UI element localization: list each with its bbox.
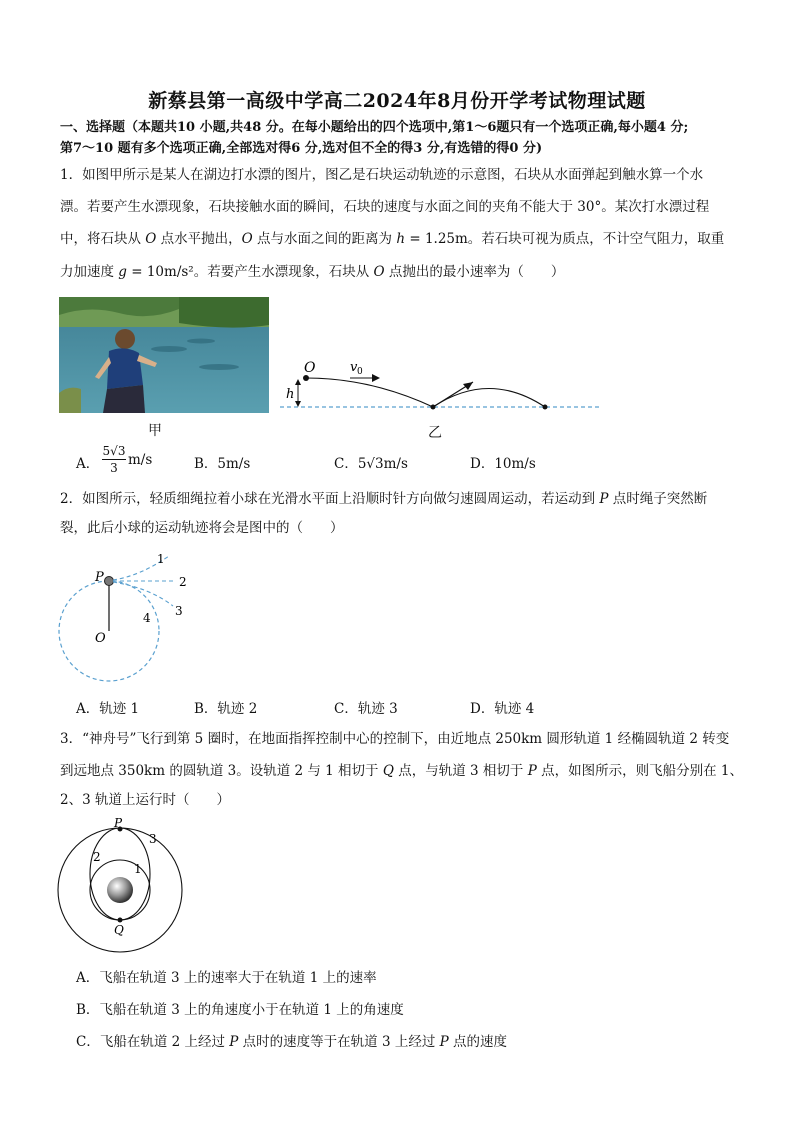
arrowhead-icon xyxy=(295,401,301,407)
page-title: 新蔡县第一高级中学高二2024年8月份开学考试物理试题 xyxy=(148,90,646,112)
label-v0: v xyxy=(350,360,358,375)
orbit-diagram xyxy=(52,816,192,956)
label-1: 1 xyxy=(134,862,142,876)
caption-yi: 乙 xyxy=(428,425,442,441)
label-2: 2 xyxy=(179,575,187,589)
label-3: 3 xyxy=(175,604,183,618)
section-instructions-line1: 一、选择题（本题共10 小题,共48 分。在每小题给出的四个选项中,第1～6题只有一个选项正确,每小题4 分; xyxy=(60,120,689,135)
stone-trajectory-diagram xyxy=(276,352,606,422)
q1-line1: 1．如图甲所示是某人在湖边打水漂的图片，图乙是石块运动轨迹的示意图，石块从水面弹起到触水算一个水 xyxy=(60,167,704,183)
arrowhead-icon xyxy=(463,382,473,390)
q2-option-c[interactable]: C．轨迹 3 xyxy=(334,701,398,717)
earth xyxy=(107,877,133,903)
q3-line1: 3．“神舟号”飞行到第 5 圈时，在地面指挥控制中心的控制下，由近地点 250km 圆形轨道 1 经椭圆轨道 2 转变 xyxy=(60,731,730,747)
second-contact-point xyxy=(543,405,548,410)
q3-line2: 到远地点 350km 的圆轨道 3。设轨道 2 与 1 相切于 Q 点，与轨道 3 相切于 P 点，如图所示，则飞船分别在 1、 xyxy=(60,763,743,779)
q1-option-c[interactable]: C．5√3m/s xyxy=(334,456,408,472)
label-h: h xyxy=(286,387,295,402)
q2-line2: 裂，此后小球的运动轨迹将会是图中的（ ） xyxy=(60,520,344,536)
trajectory-arc-2 xyxy=(433,389,545,408)
section-instructions-line2: 第7～10 题有多个选项正确,全部选对得6 分,选对但不全的得3 分,有选错的得0 分) xyxy=(60,141,543,156)
q3-option-b[interactable]: B．飞船在轨道 3 上的角速度小于在轨道 1 上的角速度 xyxy=(76,1002,404,1018)
label-v0-subscript: 0 xyxy=(357,367,363,377)
q1-option-b[interactable]: B．5m/s xyxy=(194,456,251,472)
arrowhead-icon xyxy=(295,379,301,385)
ball xyxy=(105,577,114,586)
q2-line1: 2．如图所示，轻质细绳拉着小球在光滑水平面上沿顺时针方向做匀速圆周运动，若运动到 P 点时绳子突然断 xyxy=(60,491,708,507)
label-O: O xyxy=(95,631,106,646)
q1-option-d[interactable]: D．10m/s xyxy=(470,456,536,472)
q1-line4: 力加速度 g = 10m/s²。若要产生水漂现象，石块从 O 点抛出的最小速率为（ ） xyxy=(60,264,565,280)
label-1: 1 xyxy=(157,552,165,566)
q2-option-d[interactable]: D．轨迹 4 xyxy=(470,701,535,717)
label-2: 2 xyxy=(93,850,101,864)
point-Q xyxy=(118,918,123,923)
label-3: 3 xyxy=(149,832,157,846)
trajectory-3 xyxy=(113,582,173,606)
stone-skipping-photo xyxy=(59,297,269,413)
q2-option-a[interactable]: A．轨迹 1 xyxy=(76,701,140,717)
caption-jia: 甲 xyxy=(148,423,162,439)
label-P: P xyxy=(114,816,123,830)
circular-motion-diagram xyxy=(55,548,205,688)
label-P: P xyxy=(95,570,104,585)
trajectory-arc-1 xyxy=(306,378,433,407)
label-O: O xyxy=(304,360,316,376)
label-4: 4 xyxy=(143,611,151,625)
q2-option-b[interactable]: B．轨迹 2 xyxy=(194,701,258,717)
q3-option-a[interactable]: A．飞船在轨道 3 上的速率大于在轨道 1 上的速率 xyxy=(76,970,377,986)
q3-line3: 2、3 轨道上运行时（ ） xyxy=(60,792,230,808)
q1-line3: 中，将石块从 O 点水平抛出，O 点与水面之间的距离为 h = 1.25m。若石块可视为质点，不计空气阻力，取重 xyxy=(60,231,725,247)
label-Q: Q xyxy=(114,923,124,937)
q1-line2: 漂。若要产生水漂现象，石块接触水面的瞬间，石块的速度与水面之间的夹角不能大于 30°。某次打水漂过程 xyxy=(60,199,710,215)
q3-option-c[interactable]: C．飞船在轨道 2 上经过 P 点时的速度等于在轨道 3 上经过 P 点的速度 xyxy=(76,1034,508,1050)
arrowhead-icon xyxy=(372,374,380,382)
